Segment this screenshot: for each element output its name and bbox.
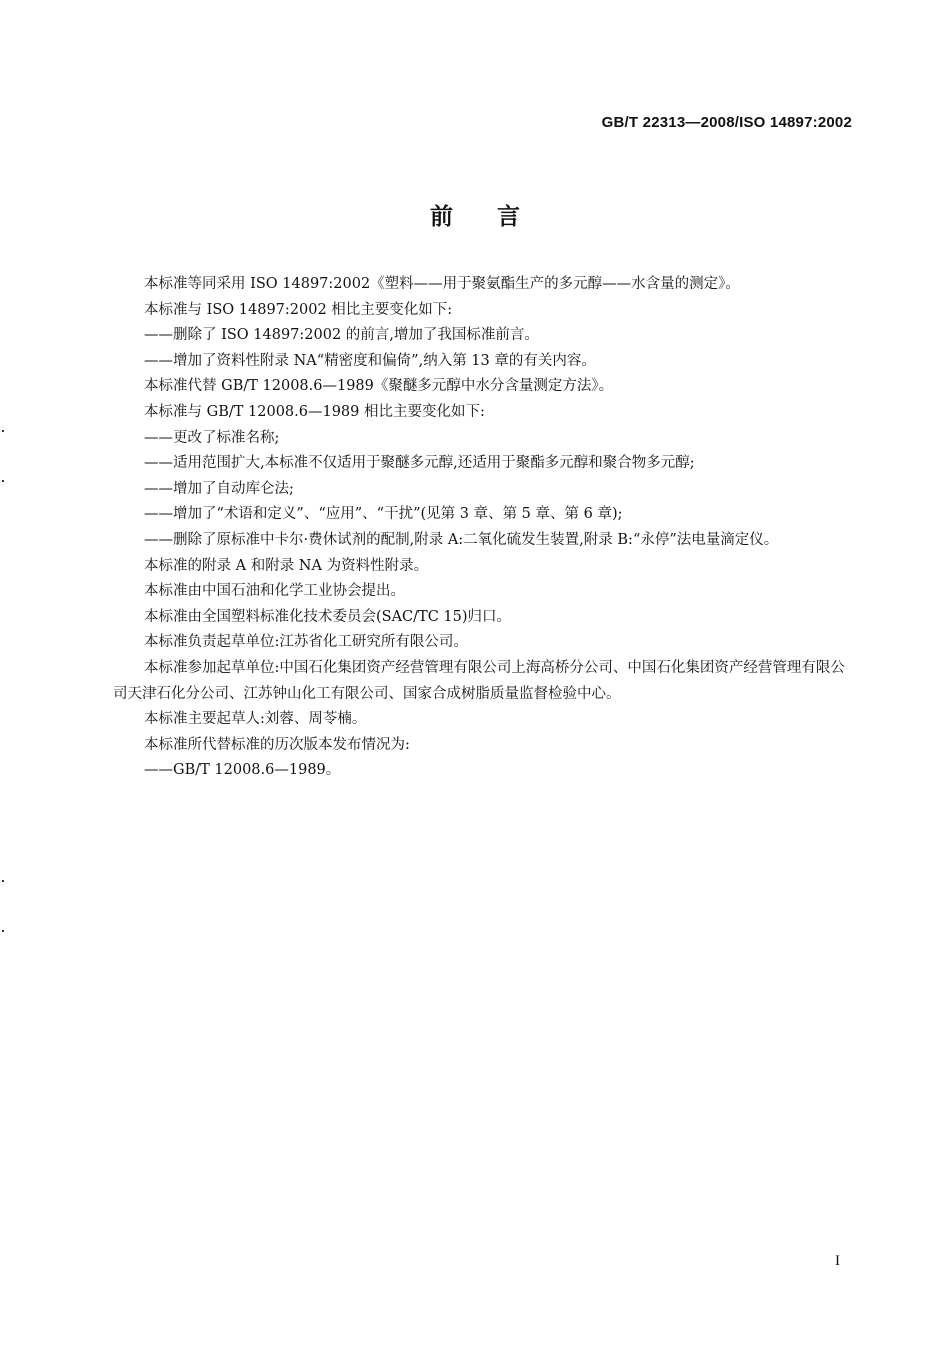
foreword-paragraph: ——GB/T 12008.6—1989。 [144, 762, 341, 779]
foreword-paragraph: ——适用范围扩大,本标准不仅适用于聚醚多元醇,还适用于聚酯多元醇和聚合物多元醇; [144, 455, 695, 472]
foreword-paragraph: ——增加了自动库仑法; [144, 480, 294, 497]
foreword-paragraph: 本标准代替 GB/T 12008.6—1989《聚醚多元醇中水分含量测定方法》。 [144, 378, 614, 395]
foreword-paragraph: ——删除了 ISO 14897:2002 的前言,增加了我国标准前言。 [144, 327, 539, 344]
foreword-paragraph: ——增加了资料性附录 NA“精密度和偏倚”,纳入第 13 章的有关内容。 [144, 352, 596, 369]
foreword-paragraph: 本标准所代替标准的历次版本发布情况为: [144, 736, 410, 753]
page-title: 前言 [430, 204, 564, 230]
scan-speck [2, 430, 4, 432]
page-number: I [835, 1253, 840, 1269]
standard-code-header: GB/T 22313—2008/ISO 14897:2002 [601, 114, 852, 131]
foreword-paragraph: 本标准主要起草人:刘蓉、周苓楠。 [144, 711, 367, 728]
foreword-paragraph: 本标准由全国塑料标准化技术委员会(SAC/TC 15)归口。 [144, 608, 512, 625]
foreword-paragraph: 本标准等同采用 ISO 14897:2002《塑料——用于聚氨酯生产的多元醇——水含量的测定》。 [144, 276, 740, 292]
foreword-paragraph: 本标准的附录 A 和附录 NA 为资料性附录。 [144, 557, 429, 574]
foreword-paragraph: ——更改了标准名称; [144, 429, 280, 446]
foreword-paragraph: ——删除了原标准中卡尔·费休试剂的配制,附录 A:二氧化硫发生装置,附录 B:“永停”法电量滴定仪。 [144, 531, 779, 548]
foreword-paragraph: 本标准与 GB/T 12008.6—1989 相比主要变化如下: [144, 403, 485, 420]
foreword-paragraph: ——增加了“术语和定义”、“应用”、“干扰”(见第 3 章、第 5 章、第 6 章); [144, 506, 623, 523]
foreword-body [113, 272, 858, 784]
foreword-paragraph: 本标准参加起草单位:中国石化集团资产经营管理有限公司上海高桥分公司、中国石化集团资产经营管理有限公司天津石化分公司、江苏钟山化工有限公司、国家合成树脂质量监督检验中心。 [113, 659, 845, 702]
scan-speck [2, 930, 4, 932]
scan-speck [2, 880, 4, 882]
foreword-paragraph: 本标准与 ISO 14897:2002 相比主要变化如下: [144, 301, 453, 318]
scan-speck [2, 480, 4, 482]
foreword-paragraph: 本标准由中国石油和化学工业协会提出。 [144, 583, 405, 600]
foreword-paragraph: 本标准负责起草单位:江苏省化工研究所有限公司。 [144, 634, 468, 651]
